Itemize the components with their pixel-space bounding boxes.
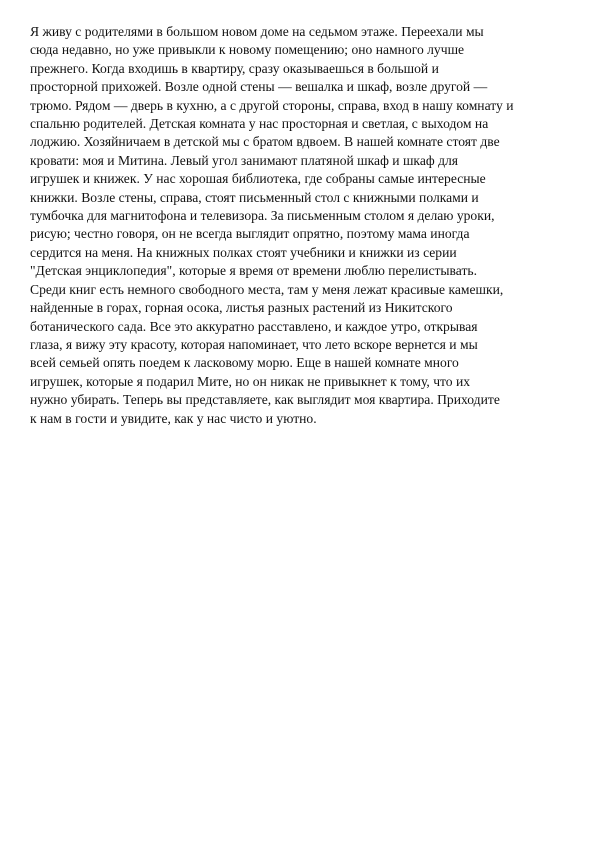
paragraph-line: кровати: моя и Митина. Левый угол занимают платяной шкаф и шкаф для — [30, 152, 459, 168]
paragraph-line: глаза, я вижу эту красоту, которая напоминает, что лето вскоре вернется и мы — [30, 336, 478, 352]
paragraph-line: ботанического сада. Все это аккуратно расставлено, и каждое утро, открывая — [30, 318, 478, 334]
paragraph-line: Среди книг есть немного свободного места, там у меня лежат красивые камешки, — [30, 281, 504, 297]
paragraph-line: трюмо. Рядом — дверь в кухню, а с другой стороны, справа, вход в нашу комнату и — [30, 97, 514, 113]
paragraph-line: игрушек, которые я подарил Мите, но он никак не привыкнет к тому, что их — [30, 373, 471, 389]
paragraph-line: найденные в горах, горная осока, листья разных растений из Никитского — [30, 300, 453, 316]
paragraph-line: спальню родителей. Детская комната у нас просторная и светлая, с выходом на — [30, 116, 489, 132]
paragraph-line: всей семьей опять поедем к ласковому морю. Еще в нашей комнате много — [30, 355, 459, 371]
paragraph-line: лоджию. Хозяйничаем в детской мы с братом вдвоем. В нашей комнате стоят две — [30, 134, 500, 150]
paragraph-line: сердится на меня. На книжных полках стоят учебники и книжки из серии — [30, 244, 457, 260]
paragraph-line: нужно убирать. Теперь вы представляете, как выглядит моя квартира. Приходите — [30, 392, 500, 408]
paragraph-line: Я живу с родителями в большом новом доме на седьмом этаже. Переехали мы — [30, 24, 484, 39]
paragraph-line: сюда недавно, но уже привыкли к новому помещению; оно намного лучше — [30, 42, 465, 58]
paragraph-line: прежнего. Когда входишь в квартиру, сразу оказываешься в большой и — [30, 60, 439, 76]
paragraph-line: рисую; честно говоря, он не всегда выглядит опрятно, поэтому мама иногда — [30, 226, 470, 242]
paragraph-line: книжки. Возле стены, справа, стоят письменный стол с книжными полками и — [30, 189, 479, 205]
paragraph-line: просторной прихожей. Возле одной стены — вешалка и шкаф, возле другой — — [30, 79, 488, 95]
body-paragraph — [30, 23, 570, 428]
paragraph-line: тумбочка для магнитофона и телевизора. За письменным столом я делаю уроки, — [30, 208, 495, 224]
paragraph-line: к нам в гости и увидите, как у нас чисто и уютно. — [30, 410, 317, 426]
paragraph-line: игрушек и книжек. У нас хорошая библиотека, где собраны самые интересные — [30, 171, 486, 187]
paragraph-line: "Детская энциклопедия", которые я время от времени люблю перелистывать. — [30, 263, 478, 279]
